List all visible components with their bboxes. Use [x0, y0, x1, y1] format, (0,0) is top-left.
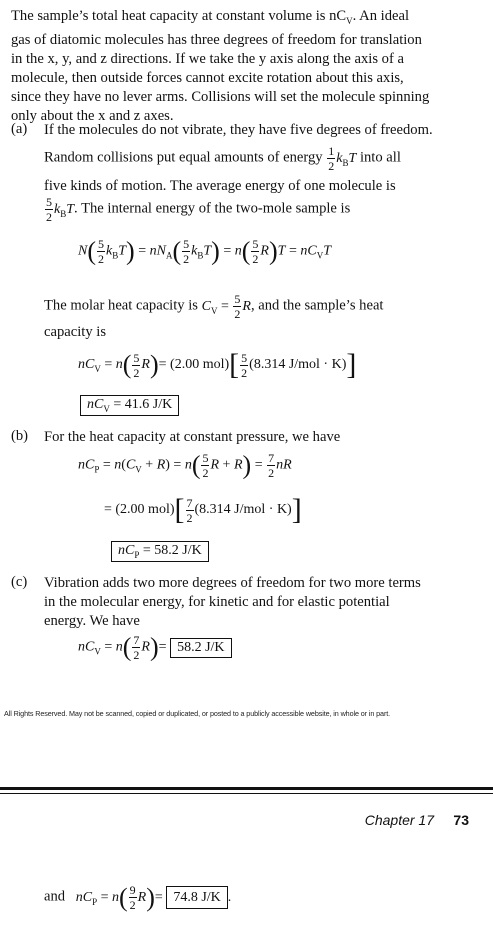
- intro-line-1: [11, 7, 481, 31]
- intro-line-6: only about the x and z axes.: [11, 107, 174, 124]
- part-a-p6: capacity is: [44, 324, 106, 340]
- cv-expression: $C_V$ = $\frac{5}{2}$ R: [201, 292, 251, 321]
- intro-subscript: V: [346, 15, 353, 26]
- vib-ncp-line: [44, 884, 231, 912]
- ncv-result-box: [80, 395, 179, 416]
- chapter-label: Chapter 17: [364, 812, 434, 828]
- ncp-calculation: = (2.00 mol)[ $\frac{7}{2}$ (8.314 J/mol · K)]: [104, 493, 302, 526]
- ncp-calc-mol: = (2.00 mol): [104, 502, 175, 518]
- ncp-result-value: = 58.2 J/K: [142, 543, 202, 558]
- ncp-equation: $nC_P = n(C_V + R) = n$( $\frac{5}{2}$ R + R) = $\frac{7}{2}$ nR: [78, 450, 292, 480]
- part-a-label: (a): [11, 121, 28, 137]
- ncp-result-sub: P: [134, 549, 140, 560]
- half-kbt-expression: $\frac{1}{2}$ $k_BT$: [328, 144, 357, 173]
- ncv-result-sub: V: [103, 403, 110, 414]
- ncp-result-symbol: nC: [118, 543, 135, 558]
- part-c-label: (c): [11, 574, 28, 590]
- part-a-p5-start: The molar heat capacity is: [44, 297, 198, 314]
- ncv-calculation: $nC_V = n$( $\frac{5}{2}$ R)= (2.00 mol)[ $\frac{5}{2}$ (8.314 J/mol · K)]: [78, 348, 357, 381]
- ncv-calc-mol: = (2.00 mol): [158, 357, 230, 373]
- internal-energy-equation: N( $\frac{5}{2}$ $k_BT) = nN_A$( $\frac{5}{2}$ $k_BT) = n$( $\frac{5}{2}$ $R)T = nC_VT$: [78, 236, 331, 266]
- vib-ncv-equation: $nC_V = n$( $\frac{7}{2}$ R)= 58.2 J/K: [78, 634, 232, 661]
- intro-line-5: since they have no lever arms. Collisions will set the molecule spinning: [11, 88, 430, 105]
- part-a-p5: [44, 293, 383, 321]
- page-break-rule: [0, 787, 493, 790]
- part-a-p1: If the molecules do not vibrate, they have five degrees of freedom.: [44, 122, 433, 138]
- intro-line-2: gas of diatomic molecules has three degrees of freedom for translation: [11, 31, 422, 48]
- vib-ncv-result-box: 58.2 J/K: [170, 638, 231, 658]
- five-half-kbt: $\frac{5}{2}$ $k_BT$: [46, 195, 75, 224]
- part-b-label: (b): [11, 428, 29, 444]
- intro-line-3: in the x, y, and z directions. If we take the y axis along the axis of a: [11, 50, 404, 67]
- part-a-p2-start: Random collisions put equal amounts of energy: [44, 149, 323, 166]
- part-a-p2-end: into all: [359, 149, 401, 166]
- part-a-p3: five kinds of motion. The average energy of one molecule is: [44, 178, 396, 194]
- ncp-calc-inner: (8.314 J/mol · K): [194, 502, 292, 518]
- page-break-thin-rule: [0, 793, 493, 794]
- part-c-line-3: energy. We have: [44, 613, 140, 629]
- ncp-result: [111, 541, 209, 562]
- page-number: 73: [453, 812, 469, 828]
- ncv-result: [80, 395, 179, 416]
- part-a-p4-end: . The internal energy of the two-mole sample is: [74, 200, 351, 217]
- ncv-result-value: = 41.6 J/K: [113, 397, 173, 412]
- part-c-paragraph: [44, 574, 484, 631]
- part-a-p5-end: , and the sample’s heat: [250, 297, 384, 314]
- part-c-line-1: Vibration adds two more degrees of freedom for two more terms: [44, 575, 421, 591]
- vib-ncp-result-box: 74.8 J/K: [166, 886, 227, 909]
- intro-line-4: molecule, then outside forces cannot excite rotation about this axis,: [11, 69, 404, 86]
- part-c-line-2: in the molecular energy, for kinetic and for elastic potential: [44, 594, 390, 610]
- and-word: and: [44, 888, 66, 905]
- ncp-result-box: [111, 541, 209, 562]
- part-a-p4: [44, 196, 350, 224]
- ncv-calc-inner: (8.314 J/mol · K): [249, 357, 347, 373]
- vib-ncp-equation: $nC_P = n$( $\frac{9}{2}$ R)= 74.8 J/K .: [75, 882, 232, 912]
- intro-text-end: . An ideal: [352, 8, 410, 24]
- intro-text: The sample’s total heat capacity at constant volume is nC: [11, 8, 347, 24]
- part-b-p1: For the heat capacity at constant pressure, we have: [44, 429, 341, 445]
- ncv-result-symbol: nC: [87, 397, 104, 412]
- part-a-p2: [44, 145, 401, 173]
- intro-paragraph: [11, 7, 481, 126]
- copyright-notice: All Rights Reserved. May not be scanned, copied or duplicated, or posted to a publicly accessible website, in whole or in part.: [4, 709, 391, 718]
